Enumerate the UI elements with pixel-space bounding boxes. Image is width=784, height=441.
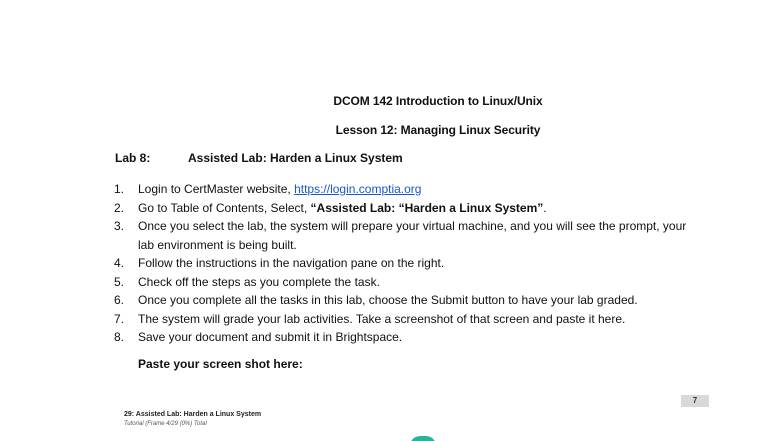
teal-progress-shape xyxy=(410,436,436,441)
list-item xyxy=(114,310,694,329)
step-text: Login to CertMaster website, https://login.comptia.org xyxy=(138,182,422,196)
step-number: 3. xyxy=(114,219,125,233)
lesson-title: Lesson 12: Managing Linux Security xyxy=(335,123,541,137)
list-item xyxy=(114,199,694,218)
step-number: 5. xyxy=(114,274,125,289)
lab-number: Lab 8: xyxy=(115,151,151,165)
screenshot-thumbnail-subtitle: Tutorial (Frame 4/29 (0%) Total xyxy=(124,421,207,427)
list-item xyxy=(114,291,694,310)
step-text: Once you select the lab, the system will prepare your virtual machine, and you will see the prompt, your lab environment is being built. xyxy=(138,219,687,252)
step-text: Once you complete all the tasks in this lab, choose the Submit button to have your lab graded. xyxy=(138,293,638,307)
list-item xyxy=(114,254,694,273)
screenshot-thumbnail-title: 29: Assisted Lab: Harden a Linux System xyxy=(124,411,262,418)
step-text: Save your document and submit it in Brightspace. xyxy=(138,330,403,344)
lab-title: Assisted Lab: Harden a Linux System xyxy=(188,151,403,165)
step-text: Go to Table of Contents, Select, “Assisted Lab: “Harden a Linux System”. xyxy=(138,200,547,215)
page-number-tag: 7 xyxy=(681,395,709,407)
lab-heading xyxy=(115,151,403,165)
step-number: 2. xyxy=(114,200,125,215)
list-item xyxy=(114,217,694,254)
paste-screenshot-label: Paste your screen shot here: xyxy=(138,357,303,371)
steps-list xyxy=(114,180,694,347)
certmaster-link[interactable]: https://login.comptia.org xyxy=(294,182,422,196)
step-number: 6. xyxy=(114,293,125,307)
list-item xyxy=(114,180,694,199)
list-item xyxy=(114,273,694,292)
step-number: 8. xyxy=(114,330,125,344)
step-text: Check off the steps as you complete the task. xyxy=(138,274,380,289)
list-item xyxy=(114,328,694,347)
step-text: Follow the instructions in the navigation pane on the right. xyxy=(138,256,445,270)
step-text: The system will grade your lab activities. Take a screenshot of that screen and paste it here. xyxy=(138,311,626,326)
step-number: 4. xyxy=(114,256,125,270)
step-number: 7. xyxy=(114,311,125,326)
course-title: DCOM 142 Introduction to Linux/Unix xyxy=(333,94,543,108)
lab-name-emphasis: “Assisted Lab: “Harden a Linux System” xyxy=(310,200,544,215)
step-number: 1. xyxy=(114,182,125,196)
